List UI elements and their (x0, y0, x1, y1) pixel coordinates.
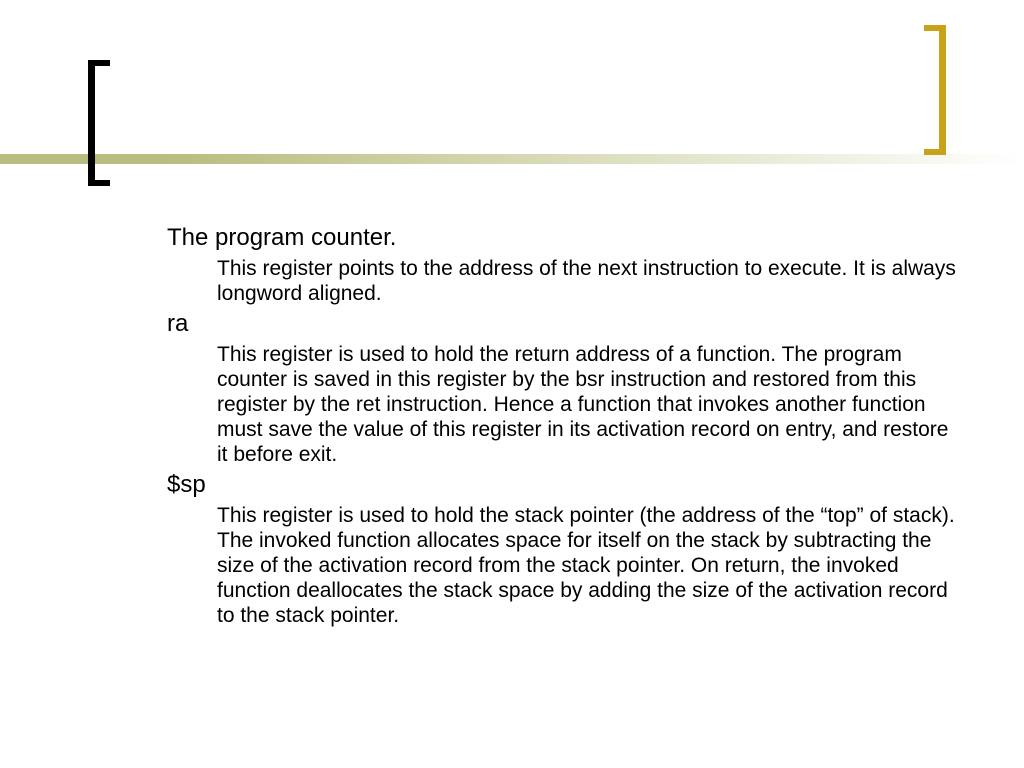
decorative-band (0, 154, 1024, 164)
left-bracket-decoration (88, 60, 110, 186)
slide-body (167, 224, 967, 632)
description-sp: This register is used to hold the stack pointer (the address of the “top” of stack). The invoked function allocates space for itself on the stack by subtracting the size of the activation record from the stack pointer. On return, the invoked function deallocates the stack space by adding the size of the activation record to the stack pointer. (217, 504, 955, 627)
description-program-counter: This register points to the address of the next instruction to execute. It is always longword aligned. (217, 257, 956, 305)
term-ra: ra (167, 310, 189, 337)
band-left-segment (0, 154, 158, 164)
term-sp: $sp (167, 471, 206, 498)
band-gradient-segment (158, 154, 1024, 164)
description-ra: This register is used to hold the return address of a function. The program counter is saved in this register by the bsr instruction and restored from this register by the ret instruction. Hence a function that invokes another function must save the value of this register in its activation record on entry, and restore it before exit. (217, 343, 949, 466)
term-program-counter: The program counter. (167, 224, 397, 251)
right-bracket-decoration (924, 25, 946, 155)
